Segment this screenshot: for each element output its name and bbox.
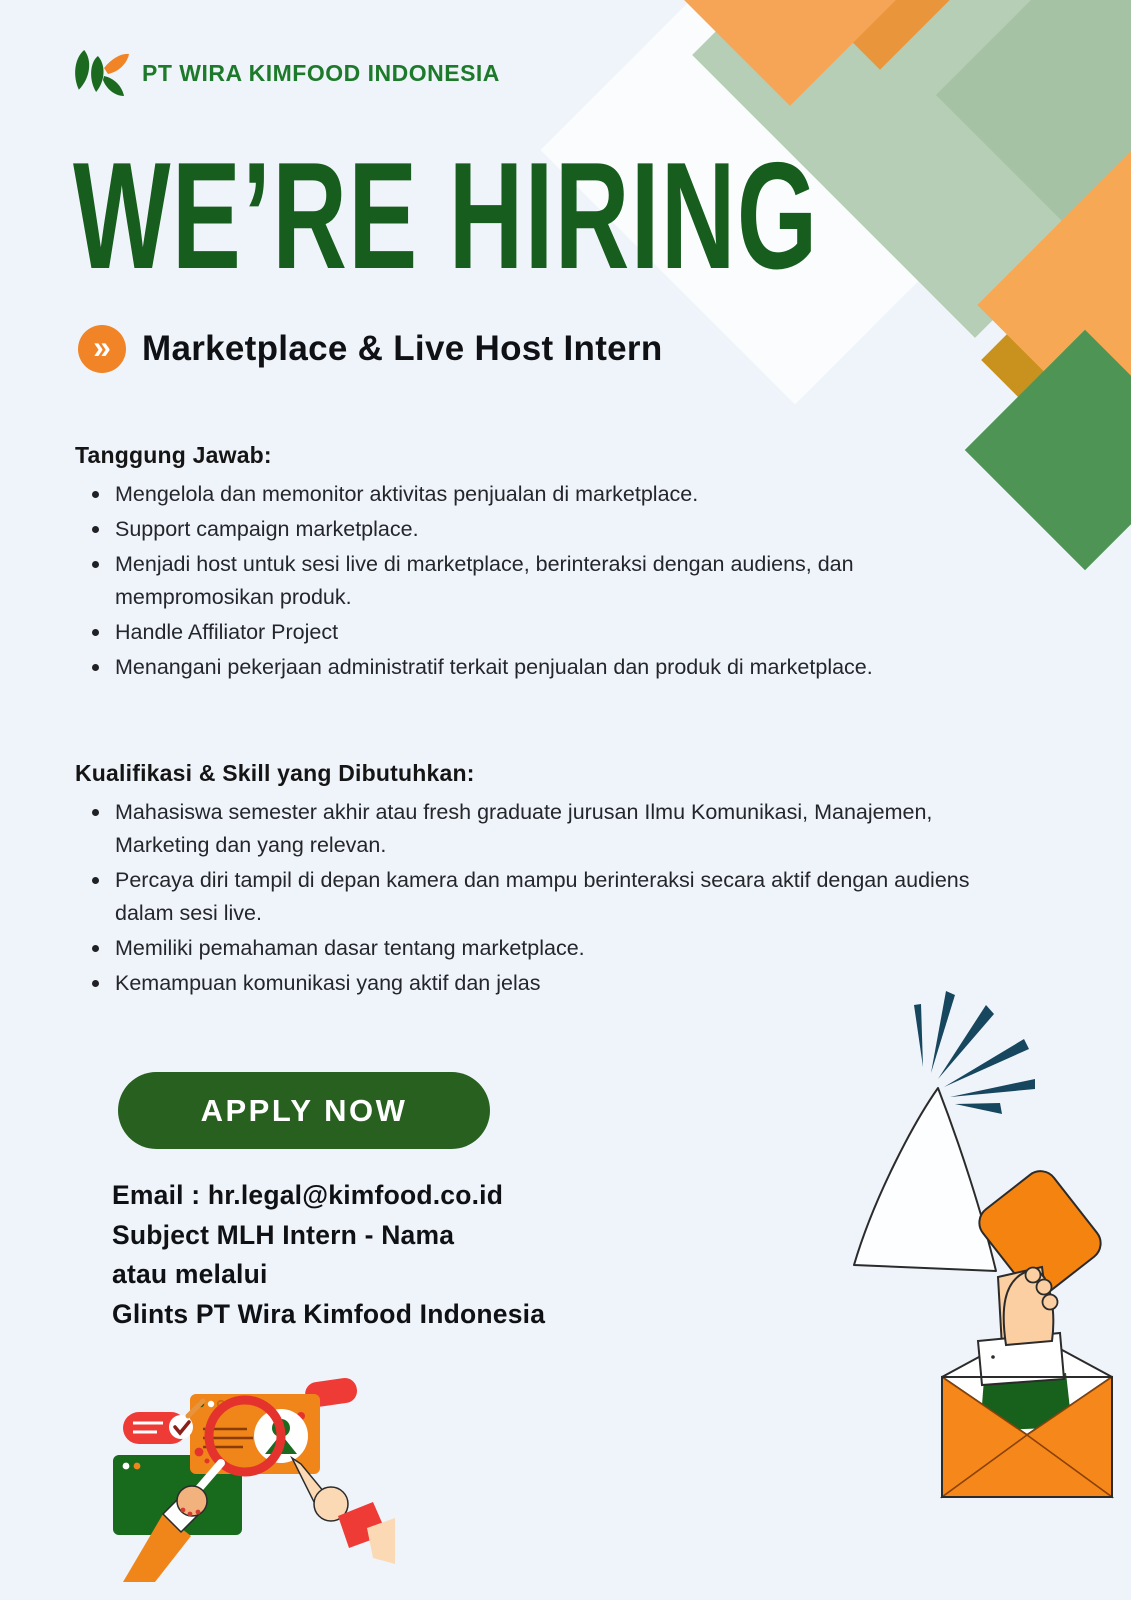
section-responsibilities	[75, 442, 1005, 686]
brand-name: PT WIRA KIMFOOD INDONESIA	[142, 59, 500, 86]
contact-line-or: atau melalui	[112, 1259, 268, 1289]
position-title: Marketplace & Live Host Intern	[142, 329, 663, 368]
candidate-search-illustration	[95, 1352, 395, 1582]
bullet-item: Mahasiswa semester akhir atau fresh graduate jurusan Ilmu Komunikasi, Manajemen, Marketing dan yang relevan.	[75, 796, 1005, 862]
bullet-item: Percaya diri tampil di depan kamera dan mampu berinteraksi secara aktif dengan audiens dalam sesi live.	[75, 864, 1005, 930]
bullet-item: Memiliki pemahaman dasar tentang marketplace.	[75, 932, 1005, 965]
section-heading: Kualifikasi & Skill yang Dibutuhkan:	[75, 760, 475, 786]
responsibilities-list	[75, 478, 1005, 684]
hero-title: WE’RE HIRING	[73, 131, 819, 301]
apply-now-button[interactable]: APPLY NOW	[118, 1072, 490, 1149]
qualifications-list	[75, 796, 1005, 1000]
position-row	[78, 325, 663, 373]
bullet-item: Mengelola dan memonitor aktivitas penjualan di marketplace.	[75, 478, 1005, 511]
megaphone-envelope-illustration	[828, 975, 1131, 1505]
double-chevron-icon: »	[78, 325, 126, 373]
section-heading: Tanggung Jawab:	[75, 442, 272, 468]
contact-line-subject: Subject MLH Intern - Nama	[112, 1219, 455, 1250]
brand-logo-icon	[70, 42, 130, 104]
contact-line-glints: Glints PT Wira Kimfood Indonesia	[112, 1298, 546, 1329]
brand-header	[70, 42, 500, 104]
bullet-item: Kemampuan komunikasi yang aktif dan jelas	[75, 967, 1005, 1000]
section-qualifications	[75, 760, 1005, 1002]
bullet-item: Support campaign marketplace.	[75, 513, 1005, 546]
bullet-item: Handle Affiliator Project	[75, 616, 1005, 649]
contact-line-email: Email : hr.legal@kimfood.co.id	[112, 1180, 504, 1210]
bullet-item: Menangani pekerjaan administratif terkait penjualan dan produk di marketplace.	[75, 651, 1005, 684]
contact-block	[112, 1176, 545, 1334]
bullet-item: Menjadi host untuk sesi live di marketplace, berinteraksi dengan audiens, dan mempromosikan produk.	[75, 548, 1005, 614]
